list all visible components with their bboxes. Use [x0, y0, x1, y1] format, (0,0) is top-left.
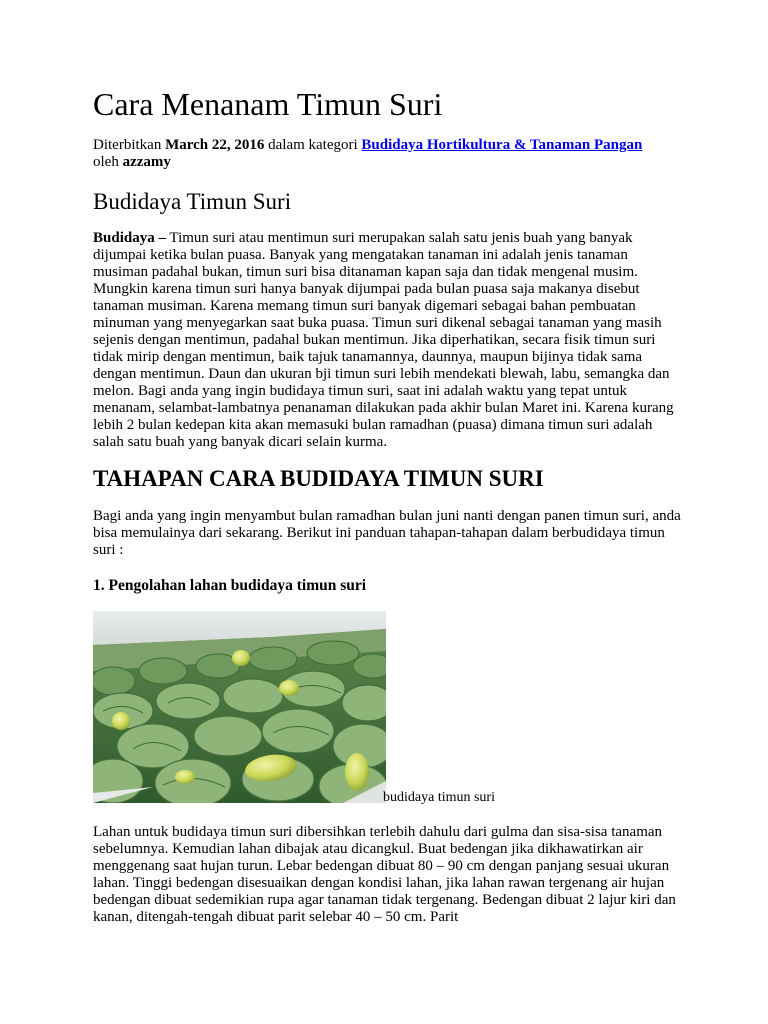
image-caption: budidaya timun suri [383, 790, 495, 805]
intro-text: Timun suri atau mentimun suri merupakan salah satu jenis buah yang banyak dijumpai ketika bulan puasa. Banyak yang mengatakan tanaman ini adalah jenis tanaman musiman padahal bukan, timun suri bisa ditanaman kapan saja dan tidak mengenal musim. Mungkin karena timun suri hanya banyak dijumpai pada bulan puasa saja makanya disebut tanaman musiman. Karena memang timun suri banyak digemari sebagai bahan pembuatan minuman yang menyegarkan saat buka puasa. Timun suri dikenal sebagai tanaman yang masih sejenis dengan mentimun, padahal bukan mentimun. Jika diperhatikan, secara fisik timun suri tidak mirip dengan mentimun, baik tajuk tanamannya, daunnya, maupun bijinya tidak sama dengan mentimun. Daun dan ukuran bji timun suri lebih mendekati blewah, labu, semangka dan melon. Bagi anda yang ingin budidaya timun suri, saat ini adalah waktu yang tepat untuk menanam, selambat-lambatnya penanaman dilakukan pada akhir bulan Maret ini. Karena kurang lebih 2 bulan kedepan kita akan memasuki bulan ramadhan (puasa) dimana timun suri adalah salah satu buah yang banyak dicari selain kurma. [93, 230, 674, 450]
step1-paragraph: Lahan untuk budidaya timun suri dibersihkan terlebih dahulu dari gulma dan sisa-sisa tanaman sebelumnya. Kemudian lahan dibajak atau dicangkul. Buat bedengan jika dikhawatirkan air menggenang saat hujan turun. Lebar bedengan dibuat 80 – 90 cm dengan panjang sesuai ukuran lahan. Tinggi bedengan disesuaikan dengan kondisi lahan, jika lahan rawan tergenang air hujan bedengan dibuat sedemikian rupa agar tanaman tidak tergenang. Bedengan dibuat 2 lajur kiri dan kanan, ditengah-tengah dibuat parit selebar 40 – 50 cm. Parit [93, 824, 676, 925]
step1-heading: 1. Pengolahan lahan budidaya timun suri [93, 577, 367, 594]
section-lead-paragraph: Bagi anda yang ingin menyambut bulan ramadhan bulan juni nanti dengan panen timun suri, anda bisa memulainya dari sekarang. Berikut ini panduan tahapan-tahapan dalam berbudidaya timun suri : [93, 508, 681, 558]
author-prefix: oleh [93, 154, 123, 170]
publish-date: March 22, 2016 [165, 137, 265, 153]
category-link[interactable]: Budidaya Hortikultura & Tanaman Pangan [361, 137, 643, 153]
intro-paragraph [93, 230, 683, 451]
category-prefix: dalam kategori [264, 137, 362, 153]
author-name: azzamy [122, 154, 171, 170]
article-subtitle: Budidaya Timun Suri [93, 189, 292, 214]
cucumber-field-illustration [93, 611, 386, 803]
cucumber-field-photo [93, 611, 386, 803]
intro-term: Budidaya – [93, 230, 166, 246]
published-prefix: Diterbitkan [93, 137, 166, 153]
page-title: Cara Menanam Timun Suri [93, 86, 443, 122]
article-meta [93, 137, 693, 171]
section-heading: TAHAPAN CARA BUDIDAYA TIMUN SURI [93, 466, 544, 491]
